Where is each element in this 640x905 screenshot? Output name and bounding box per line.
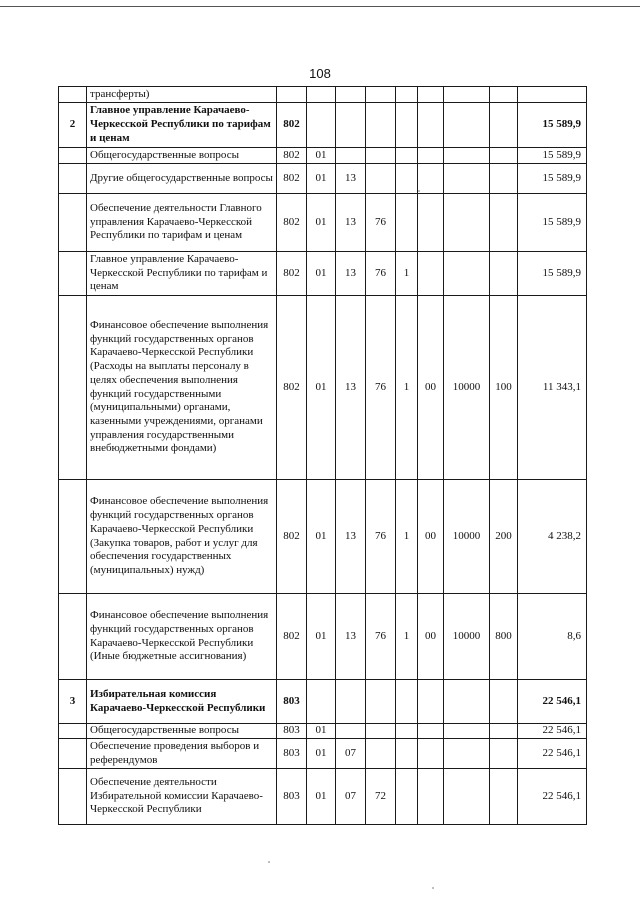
table-row (59, 724, 587, 739)
expense-code-cell (444, 87, 490, 103)
expense-type-code-cell: 100 (490, 296, 518, 480)
direction-code-cell (418, 103, 444, 148)
expense-type-code-cell (490, 194, 518, 252)
section-code-cell: 01 (307, 148, 336, 164)
budget-table-body (59, 87, 587, 825)
expense-type-code-cell (490, 680, 518, 724)
expense-type-code-cell (490, 724, 518, 739)
section-code-cell: 01 (307, 769, 336, 825)
table-row (59, 103, 587, 148)
row-number-cell (59, 148, 87, 164)
expense-code-cell: 10000 (444, 594, 490, 680)
amount-cell: 15 589,9 (518, 252, 587, 296)
row-number-cell (59, 194, 87, 252)
direction-code-cell (418, 252, 444, 296)
page-top-border (0, 6, 640, 7)
program-code-cell (366, 103, 396, 148)
amount-cell: 15 589,9 (518, 103, 587, 148)
row-number-cell (59, 480, 87, 594)
direction-code-cell (418, 739, 444, 769)
program-code-cell: 76 (366, 194, 396, 252)
row-number-cell (59, 252, 87, 296)
amount-cell: 4 238,2 (518, 480, 587, 594)
expense-type-code-cell: 200 (490, 480, 518, 594)
section-code-cell: 01 (307, 480, 336, 594)
expense-code-cell (444, 103, 490, 148)
subprogram-code-cell (396, 724, 418, 739)
expense-code-cell (444, 164, 490, 194)
subprogram-code-cell (396, 194, 418, 252)
subsection-code-cell: 13 (336, 480, 366, 594)
direction-code-cell (418, 148, 444, 164)
section-code-cell: 01 (307, 252, 336, 296)
ministry-code-cell: 803 (277, 680, 307, 724)
subprogram-code-cell: 1 (396, 594, 418, 680)
ministry-code-cell: 802 (277, 594, 307, 680)
section-code-cell: 01 (307, 296, 336, 480)
program-code-cell (366, 148, 396, 164)
item-name-cell: Обеспечение проведения выборов и референдумов (87, 739, 277, 769)
program-code-cell (366, 739, 396, 769)
subsection-code-cell (336, 724, 366, 739)
amount-cell: 22 546,1 (518, 739, 587, 769)
subprogram-code-cell: 1 (396, 296, 418, 480)
expense-type-code-cell (490, 87, 518, 103)
expense-code-cell (444, 194, 490, 252)
section-code-cell: 01 (307, 164, 336, 194)
section-code-cell: 01 (307, 594, 336, 680)
expense-type-code-cell (490, 103, 518, 148)
table-row (59, 87, 587, 103)
subprogram-code-cell (396, 87, 418, 103)
subprogram-code-cell: 1 (396, 252, 418, 296)
table-row (59, 594, 587, 680)
ministry-code-cell: 803 (277, 769, 307, 825)
direction-code-cell: 00 (418, 480, 444, 594)
amount-cell: 15 589,9 (518, 194, 587, 252)
amount-cell: 22 546,1 (518, 680, 587, 724)
ministry-code-cell: 802 (277, 148, 307, 164)
expense-code-cell (444, 739, 490, 769)
ministry-code-cell: 802 (277, 194, 307, 252)
row-number-cell (59, 739, 87, 769)
ministry-code-cell: 802 (277, 296, 307, 480)
subsection-code-cell: 07 (336, 739, 366, 769)
subsection-code-cell: 13 (336, 164, 366, 194)
item-name-cell: Финансовое обеспечение выполнения функций государственных органов Карачаево-Черкесской Республики (Расходы на выплаты персоналу в целях обеспечения выполнения функций государственными (муниципальными) органами, казенными учреждениями, органами управления государственными внебюджетными фондами) (87, 296, 277, 480)
subprogram-code-cell (396, 739, 418, 769)
program-code-cell (366, 164, 396, 194)
program-code-cell (366, 724, 396, 739)
subsection-code-cell: 13 (336, 296, 366, 480)
expense-code-cell (444, 724, 490, 739)
subprogram-code-cell (396, 680, 418, 724)
direction-code-cell (418, 680, 444, 724)
expense-type-code-cell (490, 769, 518, 825)
subsection-code-cell: 13 (336, 252, 366, 296)
ministry-code-cell: 803 (277, 739, 307, 769)
row-number-cell (59, 769, 87, 825)
ministry-code-cell: 802 (277, 252, 307, 296)
table-row (59, 480, 587, 594)
subsection-code-cell: 13 (336, 594, 366, 680)
program-code-cell: 76 (366, 252, 396, 296)
section-code-cell: 01 (307, 739, 336, 769)
program-code-cell: 76 (366, 480, 396, 594)
direction-code-cell (418, 87, 444, 103)
table-row (59, 296, 587, 480)
amount-cell: 15 589,9 (518, 148, 587, 164)
expense-type-code-cell (490, 252, 518, 296)
row-number-cell: 3 (59, 680, 87, 724)
section-code-cell: 01 (307, 724, 336, 739)
table-row (59, 769, 587, 825)
direction-code-cell (418, 769, 444, 825)
item-name-cell: Финансовое обеспечение выполнения функций государственных органов Карачаево-Черкесской Республики (Иные бюджетные ассигнования) (87, 594, 277, 680)
item-name-cell: Главное управление Карачаево-Черкесской Республики по тарифам и ценам (87, 103, 277, 148)
item-name-cell: Общегосударственные вопросы (87, 148, 277, 164)
subsection-code-cell (336, 103, 366, 148)
subprogram-code-cell (396, 103, 418, 148)
expense-code-cell (444, 252, 490, 296)
expense-code-cell: 10000 (444, 480, 490, 594)
table-row (59, 148, 587, 164)
amount-cell: 11 343,1 (518, 296, 587, 480)
row-number-cell (59, 296, 87, 480)
expense-code-cell (444, 680, 490, 724)
section-code-cell (307, 87, 336, 103)
item-name-cell: Другие общегосударственные вопросы (87, 164, 277, 194)
direction-code-cell (418, 164, 444, 194)
row-number-cell (59, 87, 87, 103)
direction-code-cell: 00 (418, 296, 444, 480)
row-number-cell: 2 (59, 103, 87, 148)
ministry-code-cell: 803 (277, 724, 307, 739)
subprogram-code-cell (396, 148, 418, 164)
scan-speck (268, 861, 270, 863)
expense-code-cell (444, 769, 490, 825)
table-row (59, 252, 587, 296)
direction-code-cell: 00 (418, 594, 444, 680)
program-code-cell (366, 87, 396, 103)
subsection-code-cell (336, 680, 366, 724)
expense-type-code-cell (490, 739, 518, 769)
ministry-code-cell: 802 (277, 103, 307, 148)
scan-speck (418, 190, 420, 192)
item-name-cell: Обеспечение деятельности Избирательной комиссии Карачаево-Черкесской Республики (87, 769, 277, 825)
amount-cell: 15 589,9 (518, 164, 587, 194)
amount-cell (518, 87, 587, 103)
item-name-cell: Финансовое обеспечение выполнения функций государственных органов Карачаево-Черкесской Республики (Закупка товаров, работ и услуг для обеспечения государственных (муниципальных) нужд) (87, 480, 277, 594)
direction-code-cell (418, 194, 444, 252)
program-code-cell: 76 (366, 296, 396, 480)
amount-cell: 22 546,1 (518, 724, 587, 739)
item-name-cell: Главное управление Карачаево-Черкесской Республики по тарифам и ценам (87, 252, 277, 296)
table-row (59, 680, 587, 724)
ministry-code-cell (277, 87, 307, 103)
subprogram-code-cell (396, 164, 418, 194)
item-name-cell: Обеспечение деятельности Главного управления Карачаево-Черкесской Республики по тарифам и ценам (87, 194, 277, 252)
subsection-code-cell: 13 (336, 194, 366, 252)
program-code-cell: 72 (366, 769, 396, 825)
table-row (59, 194, 587, 252)
section-code-cell (307, 680, 336, 724)
expense-type-code-cell (490, 148, 518, 164)
row-number-cell (59, 594, 87, 680)
program-code-cell (366, 680, 396, 724)
subsection-code-cell: 07 (336, 769, 366, 825)
expense-code-cell (444, 148, 490, 164)
amount-cell: 8,6 (518, 594, 587, 680)
amount-cell: 22 546,1 (518, 769, 587, 825)
section-code-cell (307, 103, 336, 148)
expense-code-cell: 10000 (444, 296, 490, 480)
subprogram-code-cell (396, 769, 418, 825)
item-name-cell: Общегосударственные вопросы (87, 724, 277, 739)
scan-speck (432, 887, 434, 889)
section-code-cell: 01 (307, 194, 336, 252)
table-row (59, 164, 587, 194)
subsection-code-cell (336, 148, 366, 164)
ministry-code-cell: 802 (277, 164, 307, 194)
page-number: 108 (309, 66, 331, 81)
row-number-cell (59, 164, 87, 194)
direction-code-cell (418, 724, 444, 739)
budget-table (58, 86, 587, 825)
subsection-code-cell (336, 87, 366, 103)
row-number-cell (59, 724, 87, 739)
item-name-cell: Избирательная комиссия Карачаево-Черкесской Республики (87, 680, 277, 724)
table-row (59, 739, 587, 769)
expense-type-code-cell (490, 164, 518, 194)
subprogram-code-cell: 1 (396, 480, 418, 594)
ministry-code-cell: 802 (277, 480, 307, 594)
program-code-cell: 76 (366, 594, 396, 680)
item-name-cell: трансферты) (87, 87, 277, 103)
expense-type-code-cell: 800 (490, 594, 518, 680)
